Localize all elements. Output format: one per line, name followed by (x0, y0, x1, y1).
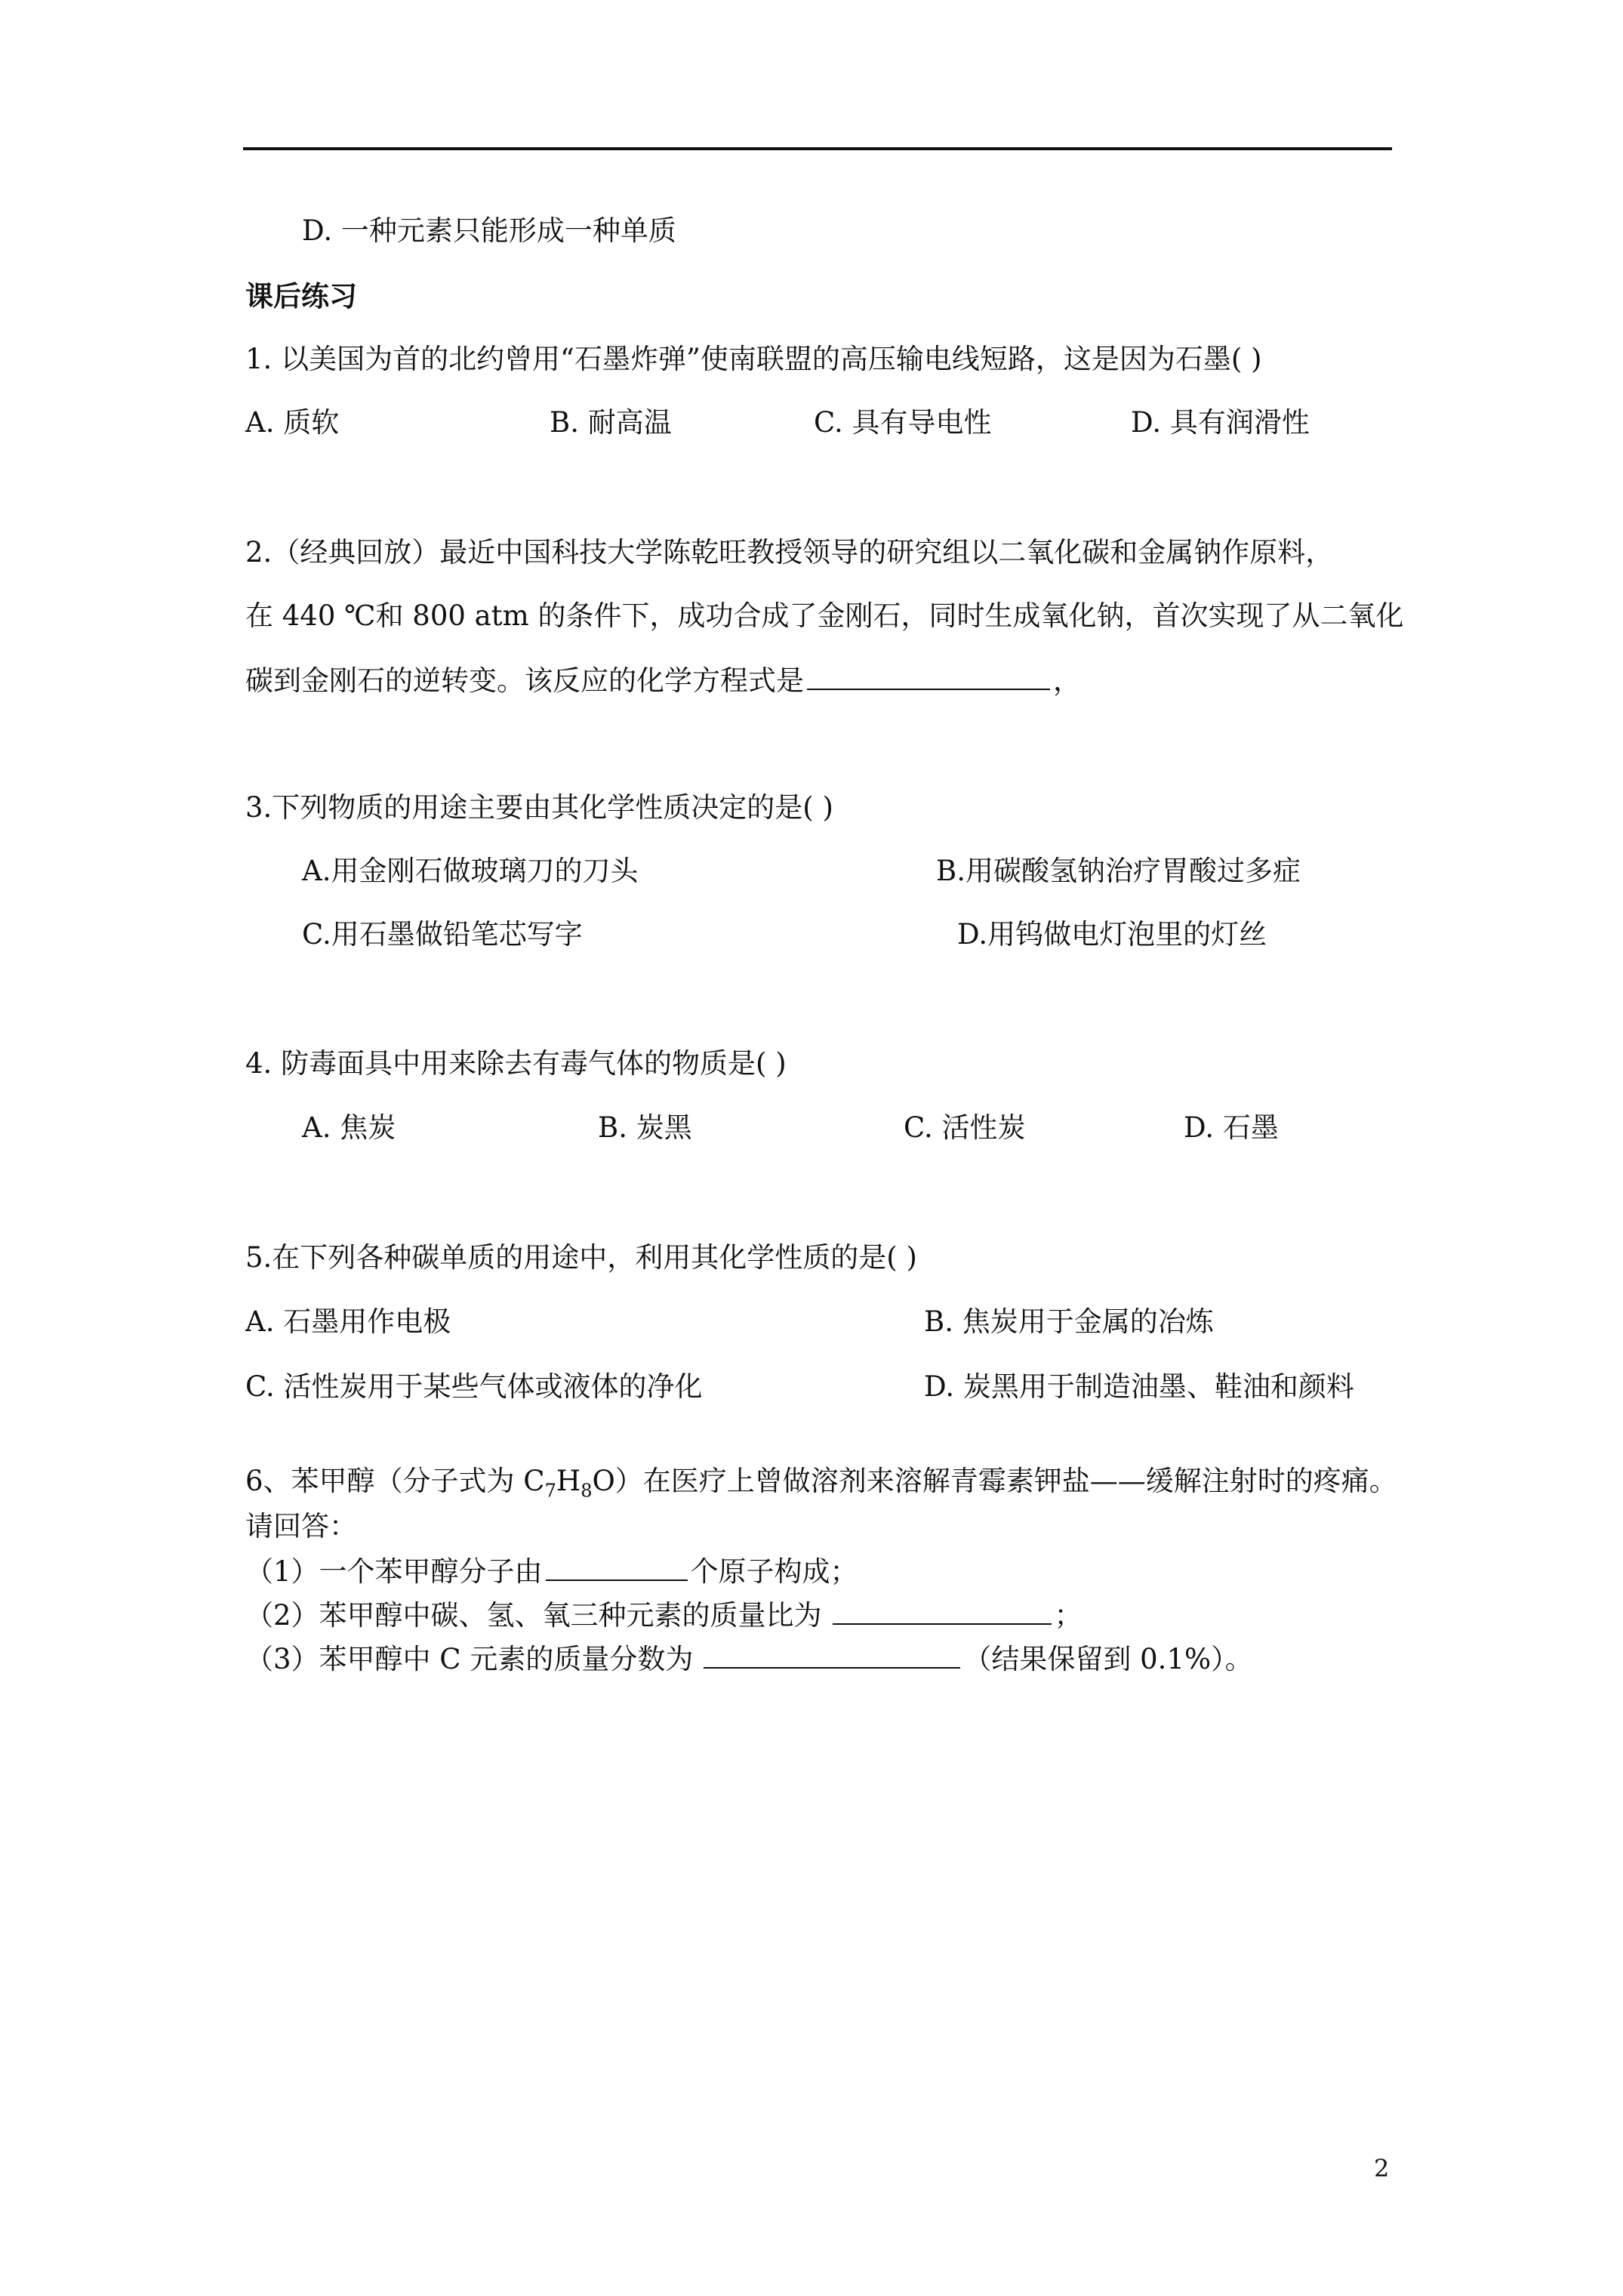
q4-option-a: A. 焦炭 (302, 1111, 396, 1144)
answer-blank[interactable] (546, 1554, 688, 1581)
q2-line1: 2.（经典回放）最近中国科技大学陈乾旺教授领导的研究组以二氧化碳和金属钠作原料， (245, 536, 1334, 569)
q6-part3 (245, 1641, 1253, 1676)
q5-option-c: C. 活性炭用于某些气体或液体的净化 (245, 1370, 703, 1403)
q6-part2-tail: ； (1054, 1599, 1083, 1632)
answer-blank[interactable] (704, 1641, 960, 1669)
q2-line3 (245, 663, 1081, 698)
q5-option-b: B. 焦炭用于金属的冶炼 (924, 1305, 1214, 1338)
q6-part1-tail: 个原子构成； (690, 1555, 858, 1588)
q4-option-c: C. 活性炭 (904, 1111, 1026, 1144)
answer-blank[interactable] (807, 663, 1050, 690)
q6-part1 (245, 1554, 858, 1589)
q6-part1-text: （1）一个苯甲醇分子由 (245, 1555, 543, 1588)
q3-option-c: C.用石墨做铅笔芯写字 (302, 918, 583, 951)
q1-option-c: C. 具有导电性 (814, 406, 992, 439)
q6-prompt: 请回答： (245, 1510, 357, 1542)
section-title: 课后练习 (245, 279, 357, 313)
page-number: 2 (1374, 2154, 1390, 2183)
q1-option-a: A. 质软 (245, 406, 340, 439)
q3-option-a: A.用金刚石做玻璃刀的刀头 (302, 855, 639, 887)
q4-stem: 4. 防毒面具中用来除去有毒气体的物质是( ) (245, 1047, 787, 1080)
q3-option-d: D.用钨做电灯泡里的灯丝 (957, 918, 1267, 951)
formula-hydrogen: H (556, 1465, 581, 1497)
q3-stem: 3.下列物质的用途主要由其化学性质决定的是( ) (245, 791, 833, 824)
q6-stem-end: O）在医疗上曾做溶剂来溶解青霉素钾盐——缓解注射时的疼痛。 (592, 1465, 1397, 1497)
q6-part3-tail: （结果保留到 0.1%）。 (963, 1643, 1253, 1675)
q6-stem (245, 1465, 1397, 1502)
q6-stem-start: 6、苯甲醇（分子式为 C (245, 1465, 545, 1497)
formula-subscript-carbon: 7 (544, 1480, 556, 1502)
q2-line2: 在 440 ℃和 800 atm 的条件下，成功合成了金刚石，同时生成氧化钠，首次实现了从二氧化 (245, 599, 1404, 632)
q6-part2-text: （2）苯甲醇中碳、氢、氧三种元素的质量比为 (245, 1599, 822, 1632)
q1-option-d: D. 具有润滑性 (1131, 406, 1310, 439)
answer-blank[interactable] (833, 1598, 1052, 1625)
q5-option-d: D. 炭黑用于制造油墨、鞋油和颜料 (924, 1370, 1354, 1403)
q6-part3-text: （3）苯甲醇中 C 元素的质量分数为 (245, 1643, 694, 1675)
q1-option-b: B. 耐高温 (550, 406, 672, 439)
q5-stem: 5.在下列各种碳单质的用途中，利用其化学性质的是( ) (245, 1241, 917, 1274)
q3-option-b: B.用碳酸氢钠治疗胃酸过多症 (936, 855, 1301, 887)
q2-line3-text: 碳到金刚石的逆转变。该反应的化学方程式是 (245, 664, 804, 697)
q4-option-b: B. 炭黑 (598, 1111, 692, 1144)
q1-stem: 1. 以美国为首的北约曾用“石墨炸弹”使南联盟的高压输电线短路，这是因为石墨( ) (245, 343, 1262, 375)
formula-subscript-hydrogen: 8 (581, 1480, 593, 1502)
q6-part2 (245, 1598, 1083, 1632)
q5-option-a: A. 石墨用作电极 (245, 1305, 451, 1338)
q4-option-d: D. 石墨 (1184, 1111, 1279, 1144)
q2-line3-tail: ， (1053, 664, 1081, 697)
header-rule (243, 147, 1392, 150)
prev-question-option-d: D. 一种元素只能形成一种单质 (302, 214, 676, 247)
